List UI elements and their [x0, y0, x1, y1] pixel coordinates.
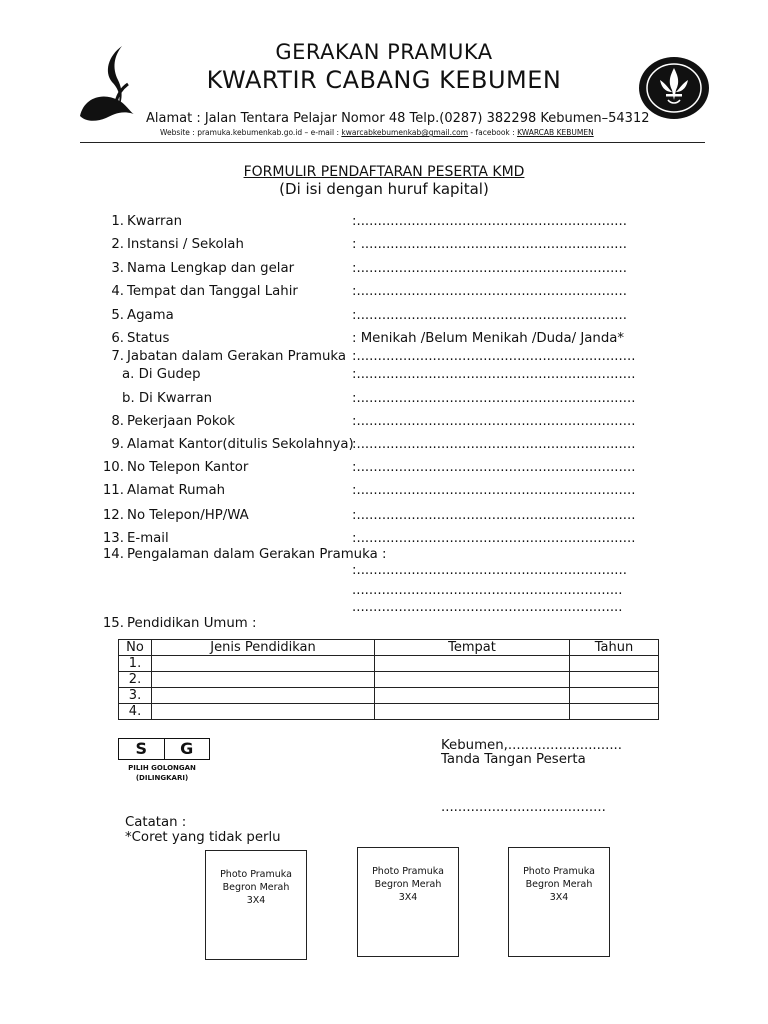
branch-name: KWARTIR CABANG KEBUMEN [206, 66, 562, 94]
field-input-gudep[interactable]: :.................................................................. [352, 367, 636, 382]
web-prefix: Website : pramuka.kebumenkab.go.id – e-mail : [160, 128, 342, 137]
education-table [118, 639, 659, 720]
experience-line[interactable]: ................................................................ [352, 600, 623, 615]
cell-jenis[interactable] [152, 688, 375, 704]
field-input-alamat-kantor[interactable]: :.................................................................. [352, 437, 636, 452]
field-input-telp-kantor[interactable]: :.................................................................. [352, 460, 636, 475]
facebook-prefix: - facebook : [468, 128, 518, 137]
field-label-telp-hp: 12. No Telepon/HP/WA [102, 508, 249, 523]
form-subtitle: (Di isi dengan huruf kapital) [279, 180, 489, 198]
education-heading: 15. Pendidikan Umum : [102, 616, 257, 631]
table-row [119, 688, 659, 704]
field-label-jabatan: 7. Jabatan dalam Gerakan Pramuka [111, 349, 347, 364]
photo-caption-line3: 3X4 [246, 895, 266, 906]
field-input-instansi[interactable]: : ............................................................... [352, 237, 627, 252]
row-number: 3. [119, 688, 152, 704]
photo-placeholder [508, 847, 610, 957]
photo-caption-line2: Begron Merah [374, 879, 442, 890]
cell-tahun[interactable] [570, 704, 659, 720]
email-link[interactable]: kwarcabkebumenkab@gmail.com [341, 128, 469, 137]
photo-caption-line1: Photo Pramuka [220, 869, 292, 880]
field-label-di-kwarran: b. Di Kwarran [122, 391, 213, 406]
field-label-telp-kantor: 10. No Telepon Kantor [102, 460, 249, 475]
column-header-tahun: Tahun [570, 640, 659, 656]
cell-jenis[interactable] [152, 672, 375, 688]
cell-tempat[interactable] [375, 656, 570, 672]
row-number: 4. [119, 704, 152, 720]
table-row [119, 656, 659, 672]
golongan-option-s[interactable]: S [119, 739, 165, 759]
field-label-alamat-kantor: 9. Alamat Kantor(ditulis Sekolahnya) [111, 437, 354, 452]
notes-label: Catatan : [125, 815, 187, 830]
field-label-alamat-rumah: 11. Alamat Rumah [102, 483, 226, 498]
table-row [119, 704, 659, 720]
column-header-no: No [119, 640, 152, 656]
photo-caption-line2: Begron Merah [525, 879, 593, 890]
field-input-status[interactable]: : Menikah /Belum Menikah /Duda/ Janda* [352, 331, 625, 346]
field-input-nama[interactable]: :................................................................ [352, 261, 627, 276]
cell-tahun[interactable] [570, 672, 659, 688]
table-row [119, 672, 659, 688]
address: Alamat : Jalan Tentara Pelajar Nomor 48 Telp.(0287) 382298 Kebumen–54312 [146, 111, 650, 126]
field-input-pekerjaan[interactable]: :.................................................................. [352, 414, 636, 429]
signature-line[interactable]: ....................................... [441, 800, 606, 815]
field-label-status: 6. Status [111, 331, 170, 346]
photo-caption-line2: Begron Merah [222, 882, 290, 893]
field-label-ttl: 4. Tempat dan Tanggal Lahir [111, 284, 298, 299]
facebook-link[interactable]: KWARCAB KEBUMEN [517, 128, 594, 137]
photo-caption-line3: 3X4 [549, 892, 569, 903]
cell-tahun[interactable] [570, 688, 659, 704]
field-input-alamat-rumah[interactable]: :.................................................................. [352, 483, 636, 498]
photo-caption-line1: Photo Pramuka [372, 866, 444, 877]
golongan-caption [112, 763, 212, 783]
field-label-pekerjaan: 8. Pekerjaan Pokok [111, 414, 235, 429]
field-label-instansi: 2. Instansi / Sekolah [111, 237, 244, 252]
wosm-emblem-logo [638, 56, 710, 120]
web-contact [160, 128, 594, 137]
field-label-nama: 3. Nama Lengkap dan gelar [111, 261, 295, 276]
field-input-jabatan[interactable]: :.................................................................. [352, 349, 636, 364]
org-name: GERAKAN PRAMUKA [275, 40, 493, 64]
signature-label: Tanda Tangan Peserta [441, 752, 586, 767]
table-header-row [119, 640, 659, 656]
field-label-email: 13. E-mail [102, 531, 169, 546]
cell-tempat[interactable] [375, 672, 570, 688]
field-input-ttl[interactable]: :................................................................ [352, 284, 627, 299]
field-input-di-kwarran[interactable]: :.................................................................. [352, 391, 636, 406]
signature-place-date[interactable]: Kebumen,........................... [441, 738, 623, 753]
column-header-tempat: Tempat [375, 640, 570, 656]
golongan-option-g[interactable]: G [180, 739, 194, 758]
golongan-caption-line2: (DILINGKARI) [135, 774, 189, 782]
field-input-agama[interactable]: :................................................................ [352, 308, 627, 323]
golongan-selector [118, 738, 210, 760]
photo-placeholder [205, 850, 307, 960]
column-header-jenis: Jenis Pendidikan [152, 640, 375, 656]
field-input-kwarran[interactable]: :................................................................ [352, 214, 627, 229]
field-label-agama: 5. Agama [111, 308, 174, 323]
experience-line[interactable]: :................................................................ [352, 563, 627, 578]
photo-caption-line3: 3X4 [398, 892, 418, 903]
row-number: 2. [119, 672, 152, 688]
field-label-gudep: a. Di Gudep [122, 367, 201, 382]
photo-placeholder [357, 847, 459, 957]
field-input-email[interactable]: :.................................................................. [352, 531, 636, 546]
photo-caption-line1: Photo Pramuka [523, 866, 595, 877]
cell-tahun[interactable] [570, 656, 659, 672]
notes-text: *Coret yang tidak perlu [125, 830, 281, 845]
experience-line[interactable]: ................................................................ [352, 583, 623, 598]
cell-tempat[interactable] [375, 688, 570, 704]
row-number: 1. [119, 656, 152, 672]
form-title: FORMULIR PENDAFTARAN PESERTA KMD [243, 164, 525, 180]
field-input-telp-hp[interactable]: :.................................................................. [352, 508, 636, 523]
cell-tempat[interactable] [375, 704, 570, 720]
field-label-pengalaman: 14. Pengalaman dalam Gerakan Pramuka : [102, 547, 387, 562]
header-divider [80, 142, 705, 143]
cell-jenis[interactable] [152, 656, 375, 672]
golongan-caption-line1: PILIH GOLONGAN [128, 764, 196, 772]
cell-jenis[interactable] [152, 704, 375, 720]
field-label-kwarran: 1. Kwarran [111, 214, 183, 229]
